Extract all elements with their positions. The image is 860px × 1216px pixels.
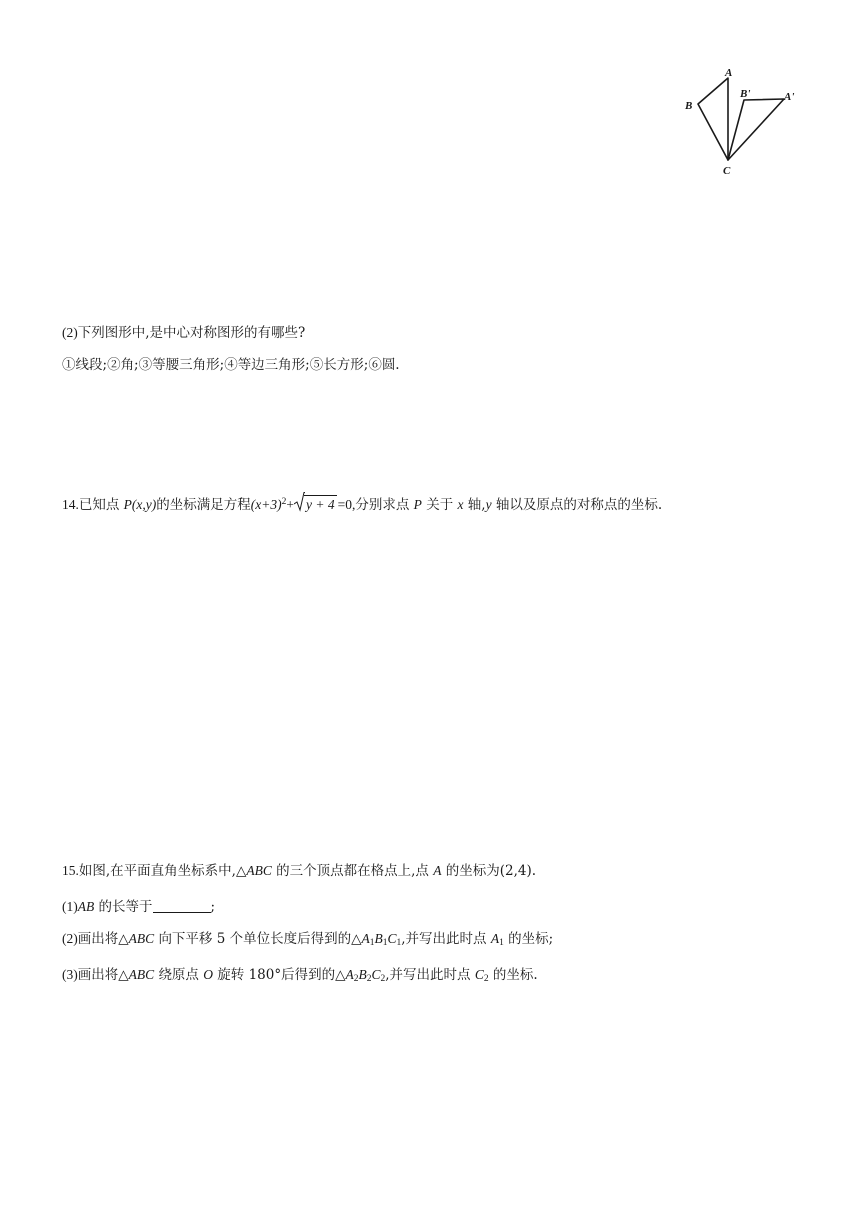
math-var: O [203, 967, 213, 982]
q15-question [62, 862, 536, 880]
option-5: ⑤长方形; [309, 357, 369, 373]
math-var: C [387, 931, 397, 946]
label-b-prime: B' [740, 88, 751, 100]
option-6: ⑥圆. [368, 357, 400, 373]
rotation-figure [680, 64, 810, 179]
subscript: 2 [353, 974, 359, 984]
part-label: (3) [62, 967, 78, 982]
option-1: ①线段; [62, 357, 108, 373]
subscript: 1 [396, 938, 402, 948]
text: 的坐标为(2,4). [445, 863, 537, 879]
math-var: P [413, 497, 422, 512]
part-label: (2) [62, 931, 78, 946]
text: 的坐标; [508, 931, 554, 947]
text: 的长等于 [98, 899, 153, 915]
math-equals: =0, [337, 497, 356, 512]
math-var: A [345, 967, 354, 982]
text: 的坐标满足方程 [156, 497, 251, 513]
radicand: y + 4 [306, 497, 335, 512]
text: 画出将△ [77, 967, 129, 983]
q15-part3 [62, 966, 538, 988]
text: ,并写出此时点 [401, 931, 487, 947]
math-var: ABC [128, 931, 155, 946]
math-var: B [374, 931, 383, 946]
text: 旋转 180°后得到的△ [217, 967, 346, 983]
part-label: (1) [62, 899, 78, 914]
option-3: ③等腰三角形; [138, 357, 225, 373]
question-text: 下列图形中,是中心对称图形的有哪些? [77, 325, 306, 341]
math-var: A [361, 931, 370, 946]
answer-blank[interactable] [153, 900, 211, 913]
subscript: 1 [382, 938, 388, 948]
math-var: y [485, 497, 492, 512]
question-number: 15. [62, 863, 79, 878]
text: 关于 [426, 497, 454, 513]
text: 分别求点 [355, 497, 410, 513]
q13-part2-question [62, 324, 305, 342]
subscript: 1 [369, 938, 375, 948]
math-var: C [474, 967, 484, 982]
text: 如图,在平面直角坐标系中,△ [78, 863, 247, 879]
math-var: P [123, 497, 132, 512]
math-var: A [490, 931, 500, 946]
math-var: AB [77, 899, 95, 914]
math-coord: (x,y) [131, 497, 157, 512]
math-var: C [371, 967, 381, 982]
option-4: ④等边三角形; [224, 357, 310, 373]
math-var: ABC [246, 863, 272, 878]
part-label: (2) [62, 325, 78, 340]
math-plus: + [286, 497, 294, 512]
text: 向下平移 5 个单位长度后得到的△ [158, 931, 362, 947]
text: 已知点 [78, 497, 120, 513]
subscript: 2 [380, 974, 386, 984]
q15-part2 [62, 930, 553, 952]
math-var: ABC [128, 967, 155, 982]
math-expr: (x+3) [250, 497, 282, 512]
square-root [294, 495, 337, 514]
text: 的坐标. [492, 967, 538, 983]
q15-part1 [62, 898, 215, 916]
q13-part2-options [62, 356, 400, 374]
text: 轴, [467, 497, 486, 513]
subscript: 1 [499, 938, 504, 948]
math-var: B [358, 967, 367, 982]
label-c: C [723, 165, 731, 177]
label-a-prime: A' [784, 91, 795, 103]
math-exponent: 2 [281, 497, 287, 507]
label-b: B [685, 100, 693, 112]
math-var: A [433, 863, 442, 878]
q14-question [62, 493, 662, 514]
text: ; [210, 899, 216, 915]
subscript: 2 [366, 974, 372, 984]
triangle-abc [698, 78, 728, 160]
radical-sign-icon [294, 492, 305, 512]
text: 轴以及原点的对称点的坐标. [495, 497, 663, 513]
text: 绕原点 [158, 967, 199, 983]
subscript: 2 [483, 974, 489, 984]
text: 的三个顶点都在格点上,点 [276, 863, 429, 879]
question-number: 14. [62, 497, 79, 512]
math-var: x [457, 497, 464, 512]
triangle-a-prime-b-prime-c [728, 99, 784, 160]
text: 画出将△ [77, 931, 129, 947]
label-a: A [725, 67, 733, 79]
text: ,并写出此时点 [385, 967, 471, 983]
option-2: ②角; [107, 357, 139, 373]
